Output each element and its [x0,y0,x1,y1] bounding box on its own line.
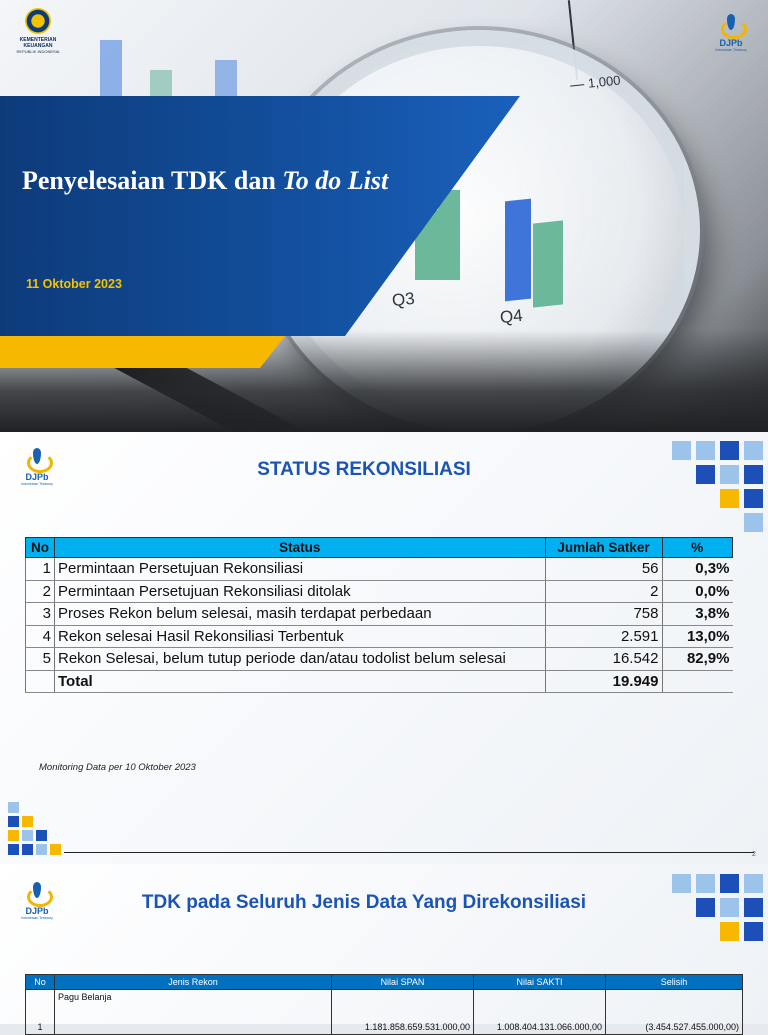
cell-span: 1.181.858.659.531.000,00 [332,990,474,1035]
cell-status: Permintaan Persetujuan Rekonsiliasi [55,558,546,581]
cell-pct: 0,3% [662,558,733,581]
slide-title: TDK pada Seluruh Jenis Data Yang Direkonsiliasi [141,892,587,913]
cell-status: Proses Rekon belum selesai, masih terdapat perbedaan [55,603,546,626]
decor-squares [8,802,68,862]
tdk-table [25,974,743,1035]
cell-no: 5 [26,648,55,671]
status-slide [0,432,768,864]
col-header-selisih: Selisih [606,975,743,990]
table-row [26,580,733,603]
table-header-row [26,975,743,990]
col-header-jumlah: Jumlah Satker [545,538,662,558]
page-number: 2 [752,851,756,858]
bg-chart-bar [150,70,172,100]
bg-chart-bar [100,40,122,100]
cell-jumlah: 2 [545,580,662,603]
col-header-no: No [26,975,55,990]
table-row [26,558,733,581]
cell-pct: 82,9% [662,648,733,671]
bg-chart-tick: 1,000 [569,72,621,92]
cell-status: Rekon Selesai, belum tutup periode dan/atau todolist belum selesai [55,648,546,671]
cell-pct: 13,0% [662,625,733,648]
cell-jumlah: 758 [545,603,662,626]
status-table [25,537,733,693]
total-label: Total [55,670,546,693]
table-header-row [26,538,733,558]
col-header-sakti: Nilai SAKTI [474,975,606,990]
cell-jenis: Pagu Belanja [55,990,332,1035]
table-row [26,625,733,648]
cell-no: 1 [26,558,55,581]
cell-selisih: (3.454.527.455.000,00) [606,990,743,1035]
djpb-name: DJPb [25,906,49,916]
cell-sakti: 1.008.404.131.066.000,00 [474,990,606,1035]
lens-chart-bar [533,220,563,307]
table-row [26,990,743,1035]
djpb-tagline: Indonesian Treasury [21,482,53,486]
table-row [26,648,733,671]
org-country: REPUBLIK INDONESIA [16,49,60,54]
cell-no: 4 [26,625,55,648]
djpb-mark-icon [719,14,743,38]
table-total-row [26,670,733,693]
cell-pct: 0,0% [662,580,733,603]
cell-jumlah: 2.591 [545,625,662,648]
tdk-slide [0,864,768,1032]
djpb-logo [706,14,756,52]
col-header-status: Status [55,538,546,558]
org-name: KEMENTERIAN KEUANGAN [19,37,57,49]
cell-no: 3 [26,603,55,626]
lens-chart-bar [505,199,531,302]
slide-title: STATUS REKONSILIASI [257,459,471,480]
presentation-title: Penyelesaian TDK dan To do List [22,166,389,195]
djpb-tagline: Indonesian Treasury [21,916,53,920]
cover-slide [0,0,768,432]
cell-no: 1 [26,990,55,1035]
cell-jumlah: 16.542 [545,648,662,671]
cell-no-empty [26,670,55,693]
col-header-no: No [26,538,55,558]
footer-rule [64,852,754,853]
col-header-span: Nilai SPAN [332,975,474,990]
cell-pct-empty [662,670,733,693]
bg-chart-category: Q3 [391,288,416,311]
cell-pct: 3,8% [662,603,733,626]
bg-chart-bar [215,60,237,100]
djpb-tagline: Indonesian Treasury [715,48,747,52]
col-header-jenis: Jenis Rekon [55,975,332,990]
bg-chart-category: Q4 [499,305,524,328]
djpb-name: DJPb [25,472,49,482]
kemenkeu-logo [6,8,70,54]
djpb-name: DJPb [719,38,743,48]
decor-squares [672,874,768,964]
garuda-emblem-icon [25,8,51,34]
accent-stripe [0,336,290,368]
data-note: Monitoring Data per 10 Oktober 2023 [39,762,196,773]
cell-status: Rekon selesai Hasil Rekonsiliasi Terbentuk [55,625,546,648]
cell-status: Permintaan Persetujuan Rekonsiliasi ditolak [55,580,546,603]
cell-no: 2 [26,580,55,603]
total-value: 19.949 [545,670,662,693]
presentation-date: 11 Oktober 2023 [26,277,122,291]
table-row [26,603,733,626]
decor-squares [672,441,768,541]
cell-jumlah: 56 [545,558,662,581]
col-header-pct: % [662,538,733,558]
